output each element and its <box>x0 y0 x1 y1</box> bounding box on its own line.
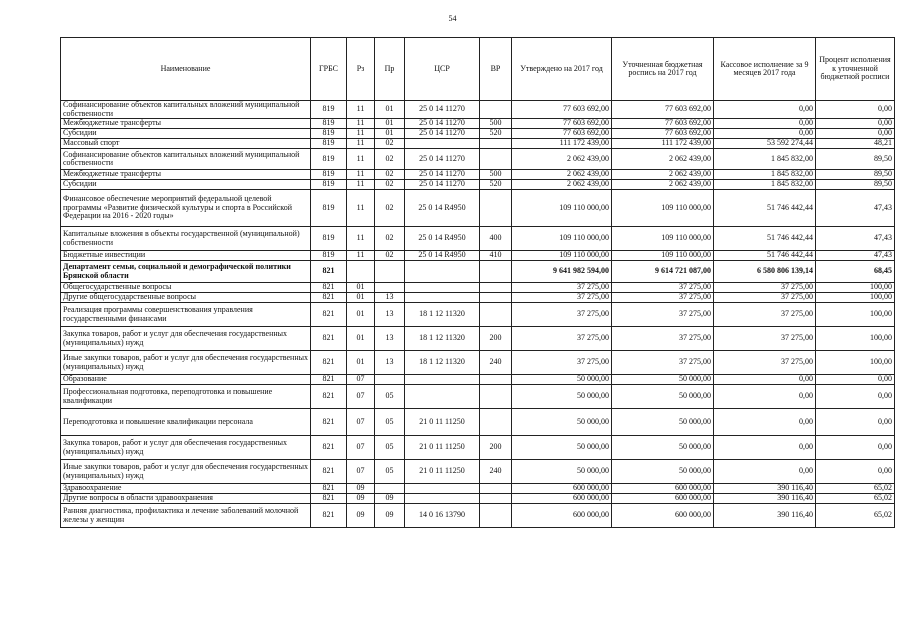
table-row <box>61 261 895 283</box>
cell-rz: 09 <box>347 504 375 528</box>
cell-cash: 0,00 <box>714 129 816 139</box>
cell-approved: 37 275,00 <box>512 283 612 293</box>
cell-csr: 21 0 11 11250 <box>405 436 480 460</box>
cell-rz: 11 <box>347 190 375 227</box>
cell-grbs: 819 <box>311 180 347 190</box>
cell-grbs: 819 <box>311 190 347 227</box>
cell-grbs: 821 <box>311 385 347 409</box>
cell-name: Здравоохранение <box>61 484 311 494</box>
cell-csr: 25 0 14 11270 <box>405 129 480 139</box>
cell-refined: 9 614 721 087,00 <box>612 261 714 283</box>
cell-refined: 109 110 000,00 <box>612 190 714 227</box>
cell-approved: 600 000,00 <box>512 494 612 504</box>
header-refined: Уточненная бюджетная роспись на 2017 год <box>612 38 714 101</box>
table-row <box>61 460 895 484</box>
cell-vr: 240 <box>480 460 512 484</box>
cell-vr <box>480 283 512 293</box>
cell-refined: 50 000,00 <box>612 460 714 484</box>
cell-approved: 50 000,00 <box>512 436 612 460</box>
cell-csr: 25 0 14 11270 <box>405 149 480 170</box>
cell-name: Капитальные вложения в объекты государственной (муниципальной) собственности <box>61 227 311 251</box>
table-row <box>61 375 895 385</box>
cell-rz: 07 <box>347 375 375 385</box>
table-row <box>61 180 895 190</box>
cell-name: Бюджетные инвестиции <box>61 251 311 261</box>
cell-pr: 02 <box>375 180 405 190</box>
table-row <box>61 293 895 303</box>
cell-pr: 02 <box>375 139 405 149</box>
cell-refined: 50 000,00 <box>612 385 714 409</box>
cell-csr <box>405 375 480 385</box>
table-row <box>61 504 895 528</box>
cell-refined: 109 110 000,00 <box>612 227 714 251</box>
cell-name: Софинансирование объектов капитальных вложений муниципальной собственности <box>61 101 311 119</box>
cell-name: Иные закупки товаров, работ и услуг для обеспечения государственных (муниципальных) нужд <box>61 351 311 375</box>
cell-percent: 68,45 <box>816 261 895 283</box>
cell-csr: 18 1 12 11320 <box>405 327 480 351</box>
cell-approved: 600 000,00 <box>512 504 612 528</box>
cell-name: Иные закупки товаров, работ и услуг для обеспечения государственных (муниципальных) нужд <box>61 460 311 484</box>
cell-name: Закупка товаров, работ и услуг для обеспечения государственных (муниципальных) нужд <box>61 327 311 351</box>
cell-refined: 50 000,00 <box>612 436 714 460</box>
table-row <box>61 119 895 129</box>
cell-percent: 0,00 <box>816 436 895 460</box>
cell-vr <box>480 375 512 385</box>
cell-rz: 07 <box>347 436 375 460</box>
cell-rz: 09 <box>347 494 375 504</box>
table-row <box>61 129 895 139</box>
cell-pr: 13 <box>375 303 405 327</box>
cell-cash: 53 592 274,44 <box>714 139 816 149</box>
cell-name: Другие общегосударственные вопросы <box>61 293 311 303</box>
cell-cash: 0,00 <box>714 385 816 409</box>
cell-percent: 0,00 <box>816 385 895 409</box>
cell-approved: 50 000,00 <box>512 375 612 385</box>
cell-vr <box>480 409 512 436</box>
cell-cash: 37 275,00 <box>714 351 816 375</box>
cell-refined: 37 275,00 <box>612 351 714 375</box>
cell-pr: 09 <box>375 494 405 504</box>
cell-percent: 0,00 <box>816 409 895 436</box>
cell-vr <box>480 149 512 170</box>
cell-cash: 51 746 442,44 <box>714 251 816 261</box>
cell-pr: 02 <box>375 190 405 227</box>
cell-refined: 111 172 439,00 <box>612 139 714 149</box>
cell-refined: 600 000,00 <box>612 484 714 494</box>
cell-refined: 600 000,00 <box>612 494 714 504</box>
cell-cash: 0,00 <box>714 409 816 436</box>
header-rz: Рз <box>347 38 375 101</box>
cell-approved: 50 000,00 <box>512 409 612 436</box>
cell-grbs: 819 <box>311 129 347 139</box>
cell-refined: 50 000,00 <box>612 409 714 436</box>
cell-rz: 11 <box>347 119 375 129</box>
cell-cash: 1 845 832,00 <box>714 180 816 190</box>
cell-approved: 109 110 000,00 <box>512 251 612 261</box>
cell-csr: 25 0 14 R4950 <box>405 227 480 251</box>
cell-cash: 0,00 <box>714 119 816 129</box>
cell-rz: 01 <box>347 327 375 351</box>
cell-csr <box>405 293 480 303</box>
cell-csr: 18 1 12 11320 <box>405 303 480 327</box>
cell-vr: 240 <box>480 351 512 375</box>
cell-pr: 02 <box>375 170 405 180</box>
cell-vr <box>480 101 512 119</box>
cell-name: Субсидии <box>61 180 311 190</box>
cell-cash: 6 580 806 139,14 <box>714 261 816 283</box>
header-name: Наименование <box>61 38 311 101</box>
cell-grbs: 821 <box>311 375 347 385</box>
cell-cash: 37 275,00 <box>714 283 816 293</box>
cell-rz: 01 <box>347 303 375 327</box>
cell-name: Общегосударственные вопросы <box>61 283 311 293</box>
cell-cash: 390 116,40 <box>714 504 816 528</box>
cell-csr: 18 1 12 11320 <box>405 351 480 375</box>
cell-approved: 77 603 692,00 <box>512 129 612 139</box>
cell-approved: 37 275,00 <box>512 327 612 351</box>
cell-vr <box>480 261 512 283</box>
cell-name: Переподготовка и повышение квалификации персонала <box>61 409 311 436</box>
table-row <box>61 409 895 436</box>
cell-grbs: 821 <box>311 283 347 293</box>
cell-percent: 100,00 <box>816 293 895 303</box>
cell-percent: 48,21 <box>816 139 895 149</box>
cell-csr: 21 0 11 11250 <box>405 409 480 436</box>
cell-percent: 47,43 <box>816 251 895 261</box>
cell-cash: 390 116,40 <box>714 494 816 504</box>
cell-approved: 50 000,00 <box>512 460 612 484</box>
cell-refined: 2 062 439,00 <box>612 170 714 180</box>
cell-rz: 11 <box>347 227 375 251</box>
cell-rz: 11 <box>347 129 375 139</box>
cell-refined: 50 000,00 <box>612 375 714 385</box>
cell-percent: 65,02 <box>816 504 895 528</box>
table-row <box>61 251 895 261</box>
cell-approved: 9 641 982 594,00 <box>512 261 612 283</box>
cell-name: Межбюджетные трансферты <box>61 119 311 129</box>
cell-cash: 0,00 <box>714 460 816 484</box>
table-row <box>61 190 895 227</box>
cell-grbs: 819 <box>311 139 347 149</box>
cell-rz: 09 <box>347 484 375 494</box>
cell-refined: 37 275,00 <box>612 293 714 303</box>
cell-pr: 01 <box>375 119 405 129</box>
cell-grbs: 819 <box>311 101 347 119</box>
cell-pr: 01 <box>375 101 405 119</box>
cell-csr <box>405 283 480 293</box>
cell-rz: 07 <box>347 385 375 409</box>
cell-vr <box>480 303 512 327</box>
cell-name: Финансовое обеспечение мероприятий федеральной целевой программы «Развитие физической культуры и спорта в Российской Федерации на 2016 - 2020 годы» <box>61 190 311 227</box>
cell-name: Массовый спорт <box>61 139 311 149</box>
cell-vr: 400 <box>480 227 512 251</box>
cell-approved: 109 110 000,00 <box>512 227 612 251</box>
cell-percent: 47,43 <box>816 227 895 251</box>
cell-vr <box>480 190 512 227</box>
cell-pr: 05 <box>375 409 405 436</box>
cell-percent: 89,50 <box>816 170 895 180</box>
cell-vr <box>480 484 512 494</box>
header-vr: ВР <box>480 38 512 101</box>
cell-approved: 111 172 439,00 <box>512 139 612 149</box>
cell-name: Закупка товаров, работ и услуг для обеспечения государственных (муниципальных) нужд <box>61 436 311 460</box>
cell-refined: 109 110 000,00 <box>612 251 714 261</box>
cell-pr <box>375 283 405 293</box>
cell-name: Другие вопросы в области здравоохранения <box>61 494 311 504</box>
cell-pr <box>375 484 405 494</box>
cell-grbs: 819 <box>311 251 347 261</box>
cell-name: Департамент семьи, социальной и демографической политики Брянской области <box>61 261 311 283</box>
cell-vr <box>480 385 512 409</box>
cell-rz: 11 <box>347 139 375 149</box>
cell-percent: 0,00 <box>816 129 895 139</box>
cell-vr: 520 <box>480 129 512 139</box>
cell-refined: 37 275,00 <box>612 327 714 351</box>
cell-percent: 0,00 <box>816 119 895 129</box>
cell-grbs: 821 <box>311 293 347 303</box>
cell-rz: 11 <box>347 170 375 180</box>
table-row <box>61 327 895 351</box>
cell-refined: 77 603 692,00 <box>612 129 714 139</box>
cell-rz: 11 <box>347 101 375 119</box>
cell-approved: 2 062 439,00 <box>512 149 612 170</box>
cell-refined: 37 275,00 <box>612 283 714 293</box>
cell-csr <box>405 139 480 149</box>
cell-percent: 100,00 <box>816 351 895 375</box>
cell-csr: 25 0 14 11270 <box>405 119 480 129</box>
table-row <box>61 227 895 251</box>
cell-approved: 37 275,00 <box>512 303 612 327</box>
cell-rz: 11 <box>347 149 375 170</box>
cell-pr: 05 <box>375 436 405 460</box>
cell-pr: 02 <box>375 251 405 261</box>
cell-cash: 0,00 <box>714 436 816 460</box>
table-row <box>61 385 895 409</box>
cell-approved: 600 000,00 <box>512 484 612 494</box>
cell-rz: 11 <box>347 251 375 261</box>
cell-name: Межбюджетные трансферты <box>61 170 311 180</box>
cell-rz: 07 <box>347 409 375 436</box>
table-body <box>61 101 895 528</box>
table-row <box>61 484 895 494</box>
cell-csr <box>405 261 480 283</box>
cell-approved: 37 275,00 <box>512 351 612 375</box>
cell-cash: 0,00 <box>714 101 816 119</box>
cell-grbs: 819 <box>311 149 347 170</box>
cell-cash: 37 275,00 <box>714 327 816 351</box>
table-row <box>61 351 895 375</box>
cell-name: Профессиональная подготовка, переподготовка и повышение квалификации <box>61 385 311 409</box>
cell-pr: 13 <box>375 327 405 351</box>
cell-rz: 01 <box>347 283 375 293</box>
cell-percent: 100,00 <box>816 283 895 293</box>
cell-cash: 51 746 442,44 <box>714 190 816 227</box>
cell-name: Образование <box>61 375 311 385</box>
cell-refined: 600 000,00 <box>612 504 714 528</box>
cell-csr: 14 0 16 13790 <box>405 504 480 528</box>
cell-percent: 65,02 <box>816 484 895 494</box>
cell-approved: 2 062 439,00 <box>512 180 612 190</box>
cell-csr: 25 0 14 R4950 <box>405 190 480 227</box>
table-row <box>61 101 895 119</box>
cell-cash: 0,00 <box>714 375 816 385</box>
cell-vr <box>480 494 512 504</box>
cell-csr: 25 0 14 11270 <box>405 180 480 190</box>
cell-percent: 100,00 <box>816 327 895 351</box>
cell-cash: 37 275,00 <box>714 303 816 327</box>
header-grbs: ГРБС <box>311 38 347 101</box>
cell-grbs: 821 <box>311 261 347 283</box>
cell-refined: 2 062 439,00 <box>612 180 714 190</box>
cell-approved: 77 603 692,00 <box>512 119 612 129</box>
cell-cash: 37 275,00 <box>714 293 816 303</box>
cell-vr: 500 <box>480 170 512 180</box>
cell-csr <box>405 484 480 494</box>
cell-csr <box>405 494 480 504</box>
cell-grbs: 821 <box>311 409 347 436</box>
cell-name: Софинансирование объектов капитальных вложений муниципальной собственности <box>61 149 311 170</box>
cell-pr: 13 <box>375 351 405 375</box>
cell-cash: 1 845 832,00 <box>714 149 816 170</box>
cell-percent: 65,02 <box>816 494 895 504</box>
cell-percent: 47,43 <box>816 190 895 227</box>
cell-grbs: 821 <box>311 494 347 504</box>
cell-percent: 0,00 <box>816 460 895 484</box>
budget-table <box>60 37 895 528</box>
cell-grbs: 821 <box>311 436 347 460</box>
cell-pr: 02 <box>375 227 405 251</box>
cell-refined: 77 603 692,00 <box>612 101 714 119</box>
cell-csr: 25 0 14 R4950 <box>405 251 480 261</box>
cell-percent: 89,50 <box>816 180 895 190</box>
cell-percent: 0,00 <box>816 101 895 119</box>
header-cash: Кассовое исполнение за 9 месяцев 2017 года <box>714 38 816 101</box>
cell-name: Ранняя диагностика, профилактика и лечение заболеваний молочной железы у женщин <box>61 504 311 528</box>
table-row <box>61 436 895 460</box>
cell-cash: 51 746 442,44 <box>714 227 816 251</box>
cell-csr: 25 0 14 11270 <box>405 101 480 119</box>
cell-rz: 01 <box>347 293 375 303</box>
cell-approved: 77 603 692,00 <box>512 101 612 119</box>
cell-approved: 109 110 000,00 <box>512 190 612 227</box>
cell-rz: 01 <box>347 351 375 375</box>
cell-name: Субсидии <box>61 129 311 139</box>
cell-grbs: 821 <box>311 484 347 494</box>
cell-vr <box>480 139 512 149</box>
cell-pr: 02 <box>375 149 405 170</box>
table-row <box>61 494 895 504</box>
table-row <box>61 303 895 327</box>
cell-grbs: 819 <box>311 119 347 129</box>
cell-vr: 200 <box>480 327 512 351</box>
cell-approved: 50 000,00 <box>512 385 612 409</box>
cell-vr: 520 <box>480 180 512 190</box>
cell-grbs: 819 <box>311 170 347 180</box>
cell-grbs: 821 <box>311 504 347 528</box>
cell-rz: 11 <box>347 180 375 190</box>
header-percent: Процент исполнения к уточненной бюджетной росписи <box>816 38 895 101</box>
cell-csr: 21 0 11 11250 <box>405 460 480 484</box>
cell-percent: 89,50 <box>816 149 895 170</box>
cell-vr: 410 <box>480 251 512 261</box>
header-csr: ЦСР <box>405 38 480 101</box>
cell-approved: 2 062 439,00 <box>512 170 612 180</box>
cell-vr <box>480 293 512 303</box>
cell-cash: 390 116,40 <box>714 484 816 494</box>
cell-refined: 77 603 692,00 <box>612 119 714 129</box>
cell-name: Реализация программы совершенствования управления государственными финансами <box>61 303 311 327</box>
cell-grbs: 821 <box>311 460 347 484</box>
cell-refined: 37 275,00 <box>612 303 714 327</box>
cell-cash: 1 845 832,00 <box>714 170 816 180</box>
table-header-row <box>61 38 895 101</box>
cell-refined: 2 062 439,00 <box>612 149 714 170</box>
cell-pr <box>375 375 405 385</box>
cell-vr: 500 <box>480 119 512 129</box>
cell-rz <box>347 261 375 283</box>
cell-grbs: 821 <box>311 351 347 375</box>
cell-pr: 13 <box>375 293 405 303</box>
page-number: 54 <box>448 14 457 23</box>
cell-rz: 07 <box>347 460 375 484</box>
cell-pr: 05 <box>375 460 405 484</box>
cell-vr <box>480 504 512 528</box>
cell-pr: 01 <box>375 129 405 139</box>
cell-grbs: 821 <box>311 303 347 327</box>
header-pr: Пр <box>375 38 405 101</box>
cell-grbs: 819 <box>311 227 347 251</box>
cell-pr: 05 <box>375 385 405 409</box>
cell-pr: 09 <box>375 504 405 528</box>
table-row <box>61 149 895 170</box>
cell-percent: 0,00 <box>816 375 895 385</box>
cell-grbs: 821 <box>311 327 347 351</box>
cell-vr: 200 <box>480 436 512 460</box>
table-row <box>61 139 895 149</box>
cell-pr <box>375 261 405 283</box>
table-row <box>61 170 895 180</box>
table-row <box>61 283 895 293</box>
cell-csr: 25 0 14 11270 <box>405 170 480 180</box>
cell-percent: 100,00 <box>816 303 895 327</box>
cell-csr <box>405 385 480 409</box>
header-approved: Утверждено на 2017 год <box>512 38 612 101</box>
cell-approved: 37 275,00 <box>512 293 612 303</box>
